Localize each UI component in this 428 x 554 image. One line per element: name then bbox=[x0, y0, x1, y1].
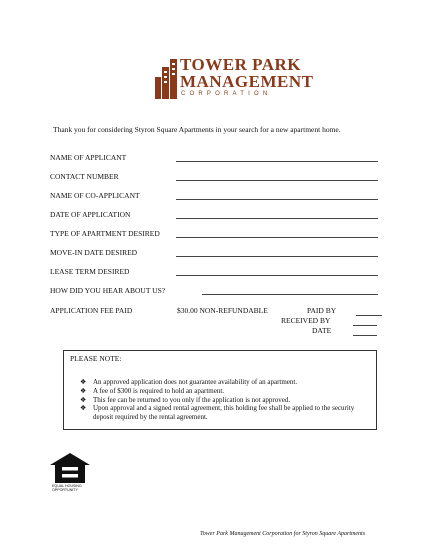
field-label-applicant: NAME OF APPLICANT bbox=[50, 153, 127, 162]
field-line-move-in[interactable] bbox=[176, 256, 378, 257]
note-item bbox=[80, 396, 370, 405]
logo-text-line3: CORPORATION bbox=[181, 91, 272, 97]
field-label-move-in: MOVE-IN DATE DESIRED bbox=[50, 248, 138, 257]
paid-by-line[interactable] bbox=[356, 315, 382, 316]
field-line-co-applicant[interactable] bbox=[176, 199, 378, 200]
field-line-lease-term[interactable] bbox=[176, 275, 378, 276]
paid-by-label: PAID BY bbox=[307, 306, 337, 315]
received-by-label: RECEIVED BY bbox=[281, 316, 331, 325]
diamond-bullet-icon: ❖ bbox=[80, 395, 87, 404]
equal-housing-logo bbox=[50, 453, 90, 493]
diamond-bullet-icon: ❖ bbox=[80, 378, 87, 386]
tower-icon bbox=[155, 59, 177, 99]
note-list bbox=[80, 378, 370, 422]
field-line-referral[interactable] bbox=[202, 294, 378, 295]
field-label-apartment-type: TYPE OF APARTMENT DESIRED bbox=[50, 229, 160, 238]
note-item-text: An approved application does not guarantee availability of an apartment. bbox=[93, 378, 298, 386]
company-logo bbox=[155, 55, 314, 105]
field-label-contact: CONTACT NUMBER bbox=[50, 172, 119, 181]
field-line-date[interactable] bbox=[176, 218, 378, 219]
note-item-text: Upon approval and a signed rental agreement, this holding fee shall be applied to the security deposit required by the rental agreement. bbox=[93, 404, 355, 422]
please-note-box bbox=[63, 350, 377, 430]
equal-housing-text-2: OPPORTUNITY bbox=[52, 488, 78, 492]
note-item-text: A fee of $300 is required to hold an apartment. bbox=[93, 386, 225, 395]
field-label-date: DATE OF APPLICATION bbox=[50, 210, 131, 219]
equal-housing-icon bbox=[50, 453, 90, 483]
field-label-lease-term: LEASE TERM DESIRED bbox=[50, 267, 130, 276]
note-item-text: This fee can be returned to you only if the application is not approved. bbox=[93, 395, 291, 404]
fee-date-label: DATE bbox=[312, 326, 332, 335]
field-line-apartment-type[interactable] bbox=[176, 237, 378, 238]
note-title: PLEASE NOTE: bbox=[70, 354, 122, 363]
field-line-applicant[interactable] bbox=[176, 161, 378, 162]
field-label-referral: HOW DID YOU HEAR ABOUT US? bbox=[50, 286, 166, 295]
note-item bbox=[80, 404, 370, 422]
diamond-bullet-icon: ❖ bbox=[80, 404, 87, 413]
logo-text-line1: TOWER PARK bbox=[180, 55, 302, 74]
logo-text-line2: MANAGEMENT bbox=[180, 72, 314, 91]
field-label-co-applicant: NAME OF CO-APPLICANT bbox=[50, 191, 140, 200]
fee-label: APPLICATION FEE PAID bbox=[50, 306, 133, 315]
footer-text: Tower Park Management Corporation for Styron Square Apartments bbox=[200, 531, 366, 537]
diamond-bullet-icon: ❖ bbox=[80, 386, 87, 395]
fee-amount: $30.00 NON-REFUNDABLE bbox=[177, 306, 268, 315]
note-item bbox=[80, 378, 370, 387]
intro-text: Thank you for considering Styron Square Apartments in your search for a new apartment home. bbox=[53, 125, 341, 134]
field-line-contact[interactable] bbox=[176, 180, 378, 181]
note-item bbox=[80, 387, 370, 396]
equal-housing-text-1: EQUAL HOUSING bbox=[52, 484, 82, 488]
fee-date-line[interactable] bbox=[353, 335, 377, 336]
received-by-line[interactable] bbox=[353, 325, 377, 326]
